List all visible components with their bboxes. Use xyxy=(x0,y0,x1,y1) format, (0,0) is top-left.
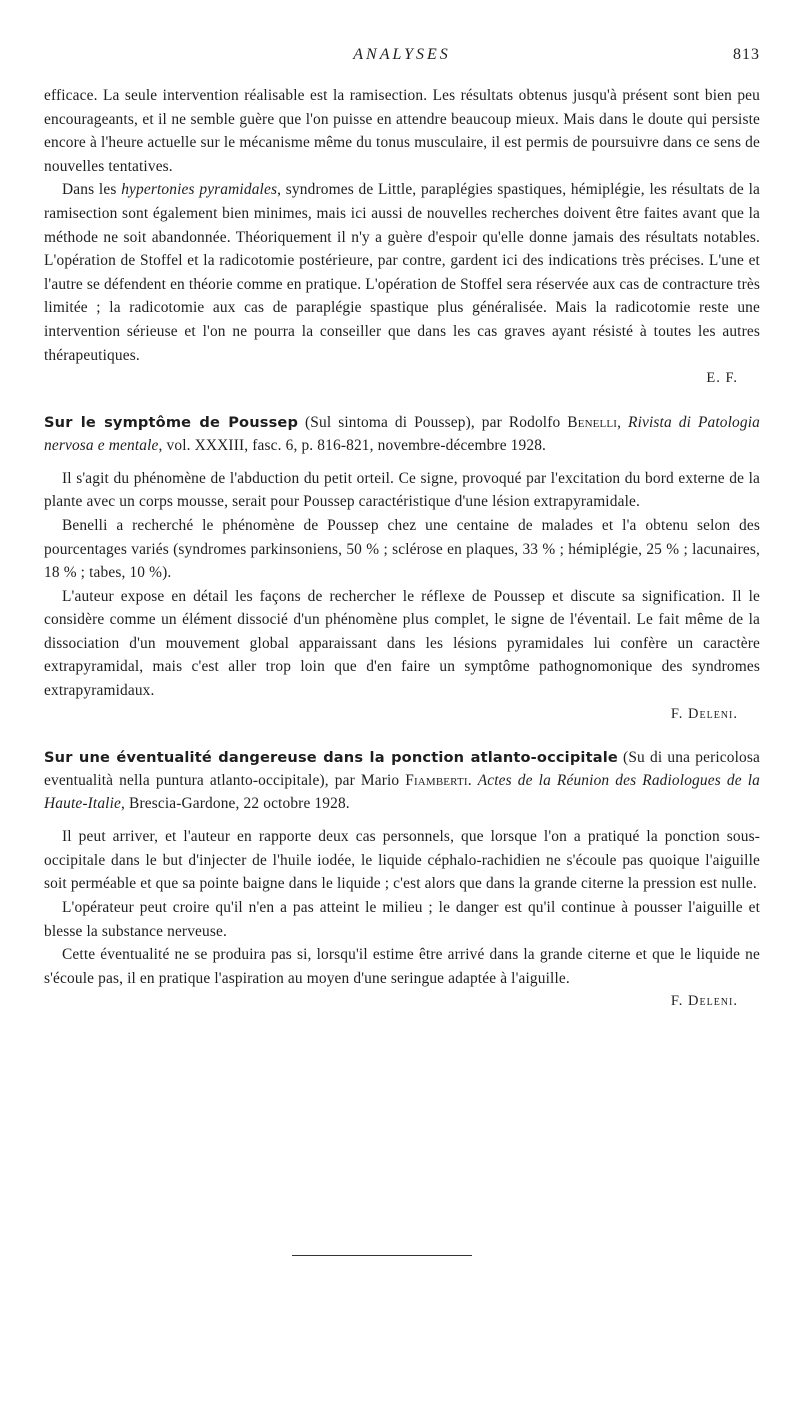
article-1-paragraph-1: Il s'agit du phénomène de l'abduction du petit orteil. Ce signe, provoqué par l'excitation du bord externe de la plante avec un corps mousse, serait pour Poussep caractéristique d'une lésion extrapyramidale. xyxy=(44,469,760,511)
article-2-ref-details: , Brescia-Gardone, 22 octobre 1928. xyxy=(121,795,350,813)
article-2-title: Sur une éventualité dangereuse dans la ponction atlanto-occipitale xyxy=(44,749,618,767)
article-2-journal: Actes de la Réunion des Radiologues de la Haute-Italie xyxy=(44,772,760,813)
article-2-author-last: Fiamberti xyxy=(405,772,468,790)
page-body xyxy=(44,84,760,1014)
article-1-journal: Rivista di Patologia nervosa e mentale xyxy=(44,413,761,454)
article-1-title: Sur le symptôme de Poussep xyxy=(44,413,299,431)
page-number: 813 xyxy=(733,46,760,63)
article-2-paragraph-3: Cette éventualité ne se produira pas si, lorsqu'il estime être arrivé dans la grande citerne et que le liquide ne s'écoule pas, il en pratique l'aspiration au moyen d'une seringue adaptée à l'aiguille. xyxy=(44,946,760,987)
intro-p2-before: Dans les xyxy=(62,181,122,199)
article-1-signature: F. Deleni. xyxy=(670,705,738,722)
intro-p2-italic: hypertonies pyramidales xyxy=(121,181,278,199)
article-1-author-last: Benelli xyxy=(567,413,618,431)
intro-signature: E. F. xyxy=(706,370,738,387)
intro-paragraph-1: efficace. La seule intervention réalisable est la ramisection. Les résultats obtenus jusqu'à présent sont bien peu encourageants, et il ne semble guère que l'on puisse en attendre beaucoup mieux. Mais dans le doute qui persiste encore à l'heure actuelle sur le mécanisme même du tonus musculaire, il est permis de poursuivre dans ce sens de nouvelles tentatives. xyxy=(44,87,760,175)
article-1-reference xyxy=(44,411,760,457)
intro-p2-after: , syndromes de Little, paraplégies spastiques, hémiplégie, les résultats de la ramisection sont également bien minimes, mais ici aussi de nouvelles recherches doivent être faites avant que la méthode ne soit abandonnée. Théoriquement il n'y a guère d'espoir qu'elle donne jamais des résultats notables. L'opération de Stoffel et la radicotomie postérieure, par contre, gardent ici des indications très précises. L'une et l'autre se défendent en théorie comme en pratique. L'opération de Stoffel sera réservée aux cas de contracture très limitée ; la radicotomie aux cas de paraplégie spastique plus généralisée. Mais la radicotomie reste une intervention sérieuse et l'on ne pourra la conseiller que dans les cas graves ayant résisté à toutes les autres thérapeutiques. xyxy=(44,181,760,364)
article-2-reference xyxy=(44,746,760,815)
article-1-paragraph-2: Benelli a recherché le phénomène de Poussep chez une centaine de malades et l'a obtenu selon des pourcentages variés (syndromes parkinsoniens, 50 % ; sclérose en plaques, 33 % ; hémiplégie, 25 % ; lacunaires, 18 % ; tabes, 10 %). xyxy=(44,516,760,582)
article-2-ref-original: (Su di una pericolosa eventualità nella puntura atlanto-occipitale), par xyxy=(44,749,760,790)
running-title: ANALYSES xyxy=(353,46,451,63)
article-1-ref-details: , vol. XXXIII, fasc. 6, p. 816-821, novembre-décembre 1928. xyxy=(158,436,547,454)
end-rule xyxy=(292,1255,472,1256)
article-2-paragraph-2: L'opérateur peut croire qu'il n'en a pas atteint le milieu ; le danger est qu'il continue à pousser l'aiguille et blesse la substance nerveuse. xyxy=(44,899,760,940)
article-2-signature: F. Deleni. xyxy=(670,993,738,1010)
article-2-author-first: Mario xyxy=(360,772,406,790)
article-1-paragraph-3: L'auteur expose en détail les façons de rechercher le réflexe de Poussep et discute sa signification. Il le considère comme un élément dissocié d'un phénomène plus complet, le signe de l'éventail. Le fait même de la dissociation d'un mouvement global apparaissant dans les lésions pyramidales lui confère un caractère extrapyramidal, mais c'est aller trop loin que d'en faire un symptôme pathognomonique des syndromes extrapyramidaux. xyxy=(44,587,760,700)
running-head xyxy=(44,46,760,70)
article-2-paragraph-1: Il peut arriver, et l'auteur en rapporte deux cas personnels, que lorsque l'on a pratiqué la ponction sous-occipitale dans le but d'injecter de l'huile iodée, le liquide céphalo-rachidien ne s'écoule pas quoique l'aiguille soit perméable et que sa pointe baigne dans le liquide ; c'est alors que dans la grande citerne la pression est nulle. xyxy=(44,828,760,893)
article-1-ref-sep: , xyxy=(617,413,629,431)
article-2-ref-sep: . xyxy=(467,772,478,790)
article-1-ref-original: (Sul sintoma di Poussep), par xyxy=(298,413,509,431)
intro-paragraph-2 xyxy=(44,178,760,367)
article-1-author-first: Rodolfo xyxy=(508,413,568,431)
